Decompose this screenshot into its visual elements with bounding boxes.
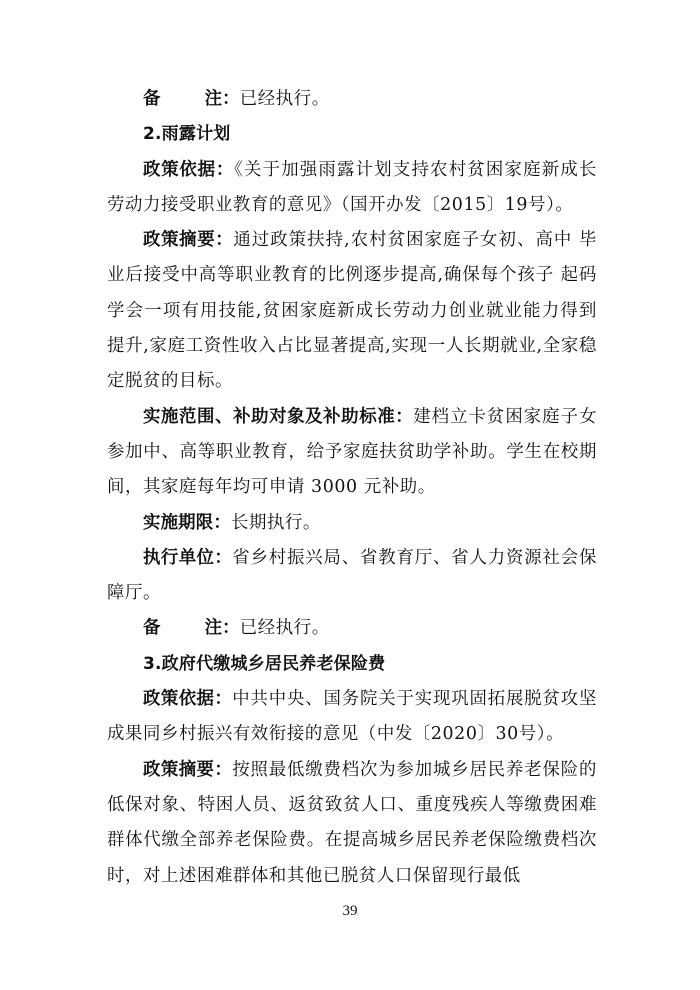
remark-paragraph-2 <box>107 611 597 646</box>
section-heading-pension-insurance: 3.政府代缴城乡居民养老保险费 <box>143 653 386 674</box>
policy-summary-text: 按照最低缴费档次为参加城乡居民养老保险的低保对象、特困人员、返贫致贫人口、重度残疾人等缴费困难群体代缴全部养老保险费。在提高城乡居民养老保险缴费档次时，对上述困难群体和其他已脱贫人口保留现行最低 <box>107 759 597 886</box>
remark-label: 备 注： <box>143 618 240 639</box>
executing-unit-paragraph <box>107 541 597 612</box>
policy-basis-text: 中共中央、国务院关于实现巩固拓展脱贫攻坚成果同乡村振兴有效衔接的意见（中发〔2020〕30号）。 <box>107 689 597 745</box>
scope-subsidy-paragraph <box>107 400 597 506</box>
policy-summary-label: 政策摘要： <box>143 230 234 251</box>
document-page <box>107 82 597 894</box>
policy-summary-text: 通过政策扶持,农村贫困家庭子女初、高中 毕业后接受中高等职业教育的比例逐步提高,确保每个孩子 起码学会一项有用技能,贫困家庭新成长劳动力创业就业能力得到提升,家庭工资性收入占比显著提高,实现一人长期就业,全家稳定脱贫的目标。 <box>107 230 597 392</box>
policy-basis-paragraph-2 <box>107 682 597 753</box>
page-number: 39 <box>342 903 358 919</box>
policy-summary-paragraph-1 <box>107 223 597 399</box>
executing-unit-text: 省乡村振兴局、省教育厅、省人力资源社会保障厅。 <box>107 547 597 604</box>
policy-basis-text: 《关于加强雨露计划支持农村贫困家庭新成长劳动力接受职业教育的意见》（国开办发〔2015〕19号）。 <box>107 159 597 215</box>
executing-unit-label: 执行单位： <box>143 547 233 568</box>
policy-basis-paragraph-1 <box>107 153 597 224</box>
remark-text: 已经执行。 <box>239 89 330 109</box>
remark-paragraph-1 <box>107 82 597 117</box>
implementation-period-label: 实施期限： <box>143 512 231 533</box>
remark-label: 备 注： <box>143 89 240 109</box>
scope-subsidy-text: 建档立卡贫困家庭子女参加中、高等职业教育，给予家庭扶贫助学补助。学生在校期间，其家庭每年均可申请 3000 元补助。 <box>107 406 597 498</box>
implementation-period-text: 长期执行。 <box>230 512 321 533</box>
policy-basis-label: 政策依据： <box>143 159 235 180</box>
scope-subsidy-label: 实施范围、补助对象及补助标准： <box>143 406 414 427</box>
policy-summary-label: 政策摘要： <box>143 759 233 780</box>
implementation-period-paragraph <box>107 506 597 541</box>
policy-basis-label: 政策依据： <box>143 689 233 710</box>
remark-text: 已经执行。 <box>239 618 330 639</box>
section-heading-yulu-plan: 2.雨露计划 <box>143 124 231 145</box>
policy-summary-paragraph-2 <box>107 753 597 894</box>
